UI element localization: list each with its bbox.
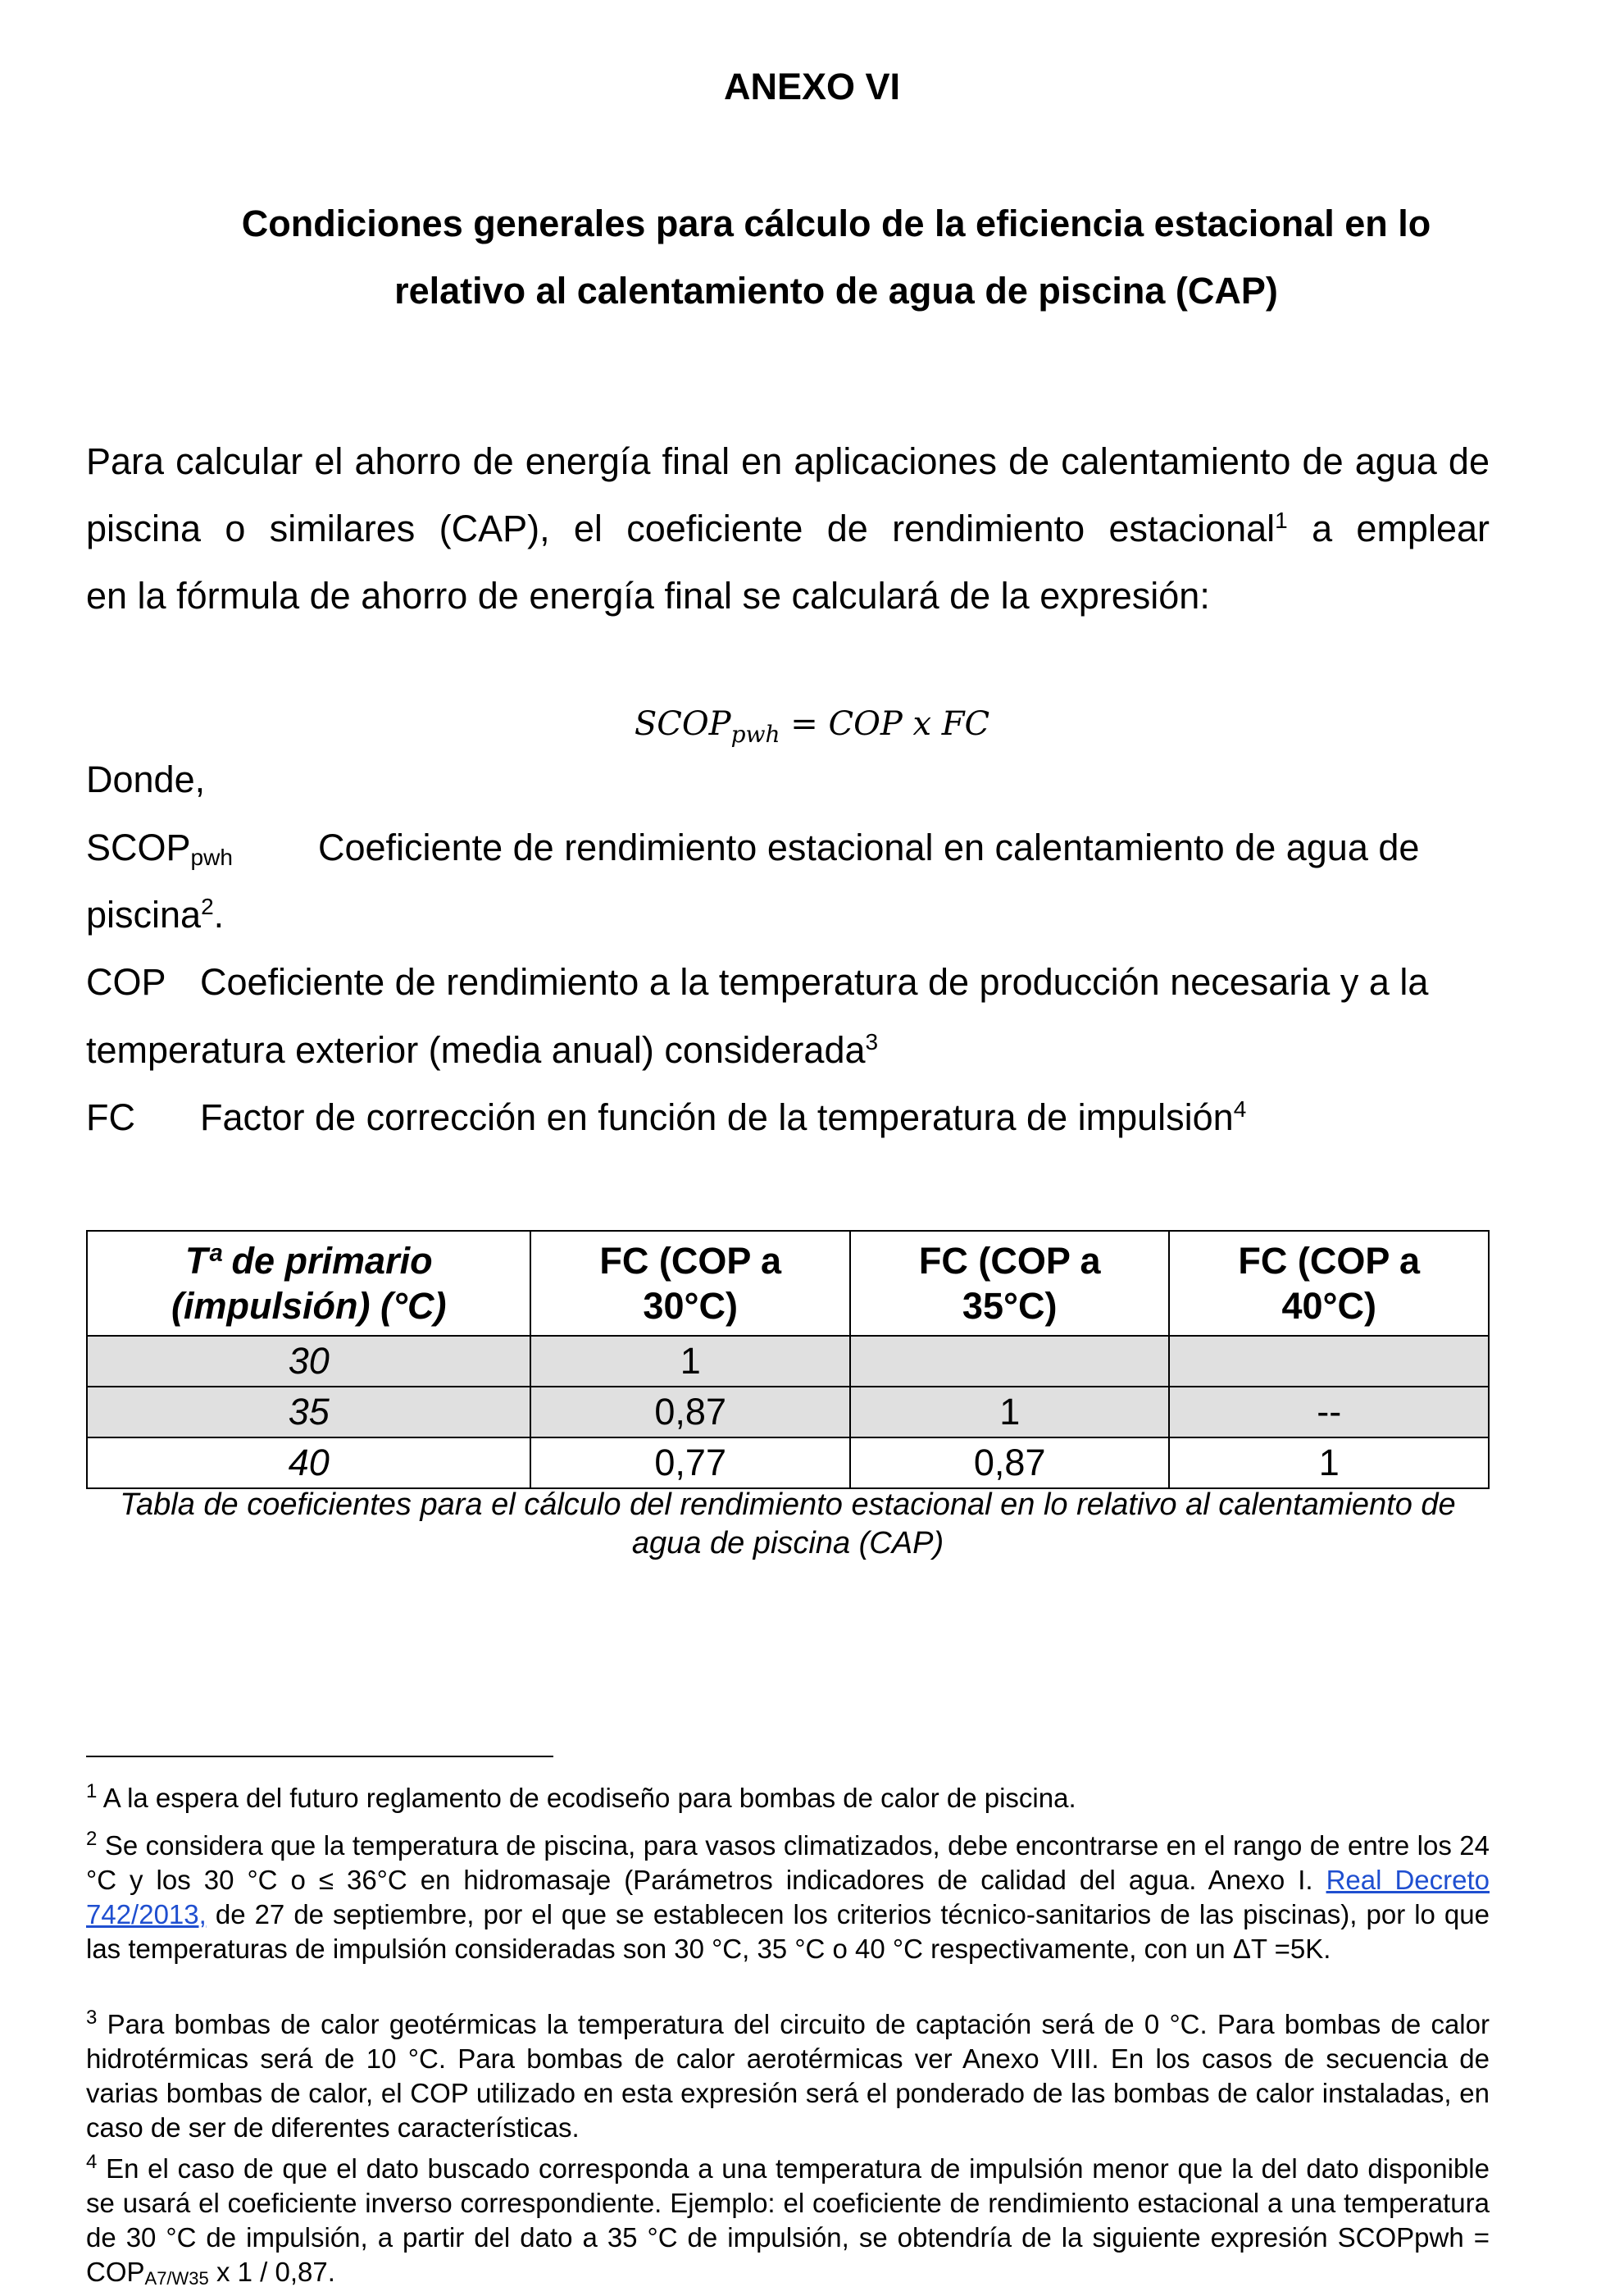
scop-desc-end: . (213, 894, 225, 936)
footnote-ref-1[interactable]: 1 (1275, 508, 1288, 533)
cop-desc-2: temperatura exterior (media anual) considerada (86, 1029, 866, 1071)
fc-desc: Factor de corrección en función de la temperatura de impulsión (200, 1096, 1234, 1138)
header-primary-temp: Tª de primario (impulsión) (°C) (87, 1231, 530, 1336)
scop-term-sub: pwh (190, 845, 233, 870)
cop-term: COP (86, 961, 166, 1003)
footnote-2-number: 2 (86, 1828, 98, 1850)
table-cell: 30 (87, 1336, 530, 1387)
title-line-1: Condiciones generales para cálculo de la eficiencia estacional en lo (241, 203, 1431, 244)
table-caption (86, 1486, 1490, 1563)
table-header-row (87, 1231, 1489, 1336)
footnote-ref-4[interactable]: 4 (1233, 1096, 1247, 1122)
footnote-ref-2[interactable]: 2 (201, 894, 214, 919)
footnote-4-text-a: En el caso de que el dato buscado corresponda a una temperatura de impulsión menor que la del dato disponible se usará el coeficiente inverso correspondiente. Ejemplo: el coeficiente de rendimiento estacional a una temperatura de 30 °C de impulsión, a partir del dato a 35 °C de impulsión, se obtendría de la siguiente expresión SCOPpwh = COP (86, 2153, 1490, 2287)
table-cell: 1 (850, 1387, 1170, 1437)
scop-description: Coeficiente de rendimiento estacional en calentamiento de agua de (318, 827, 1420, 868)
scop-description-cont (86, 882, 224, 949)
scop-term (86, 814, 233, 891)
footnote-2-text-b: de 27 de septiembre, por el que se establecen los criterios técnico-sanitarios de las piscinas), por lo que las temperaturas de impulsión consideradas son 30 °C, 35 °C o 40 °C respectivamente, con un ΔT =5K. (86, 1899, 1490, 1964)
table-row (87, 1336, 1489, 1387)
footnote-1 (86, 1781, 1490, 1815)
footnote-separator (86, 1756, 553, 1757)
real-decreto-link[interactable]: Real Decreto 742/2013, (86, 1865, 1490, 1929)
header-fc-40: FC (COP a 40°C) (1169, 1231, 1489, 1336)
caption-line-2: agua de piscina (CAP) (631, 1526, 944, 1560)
title-line-2: relativo al calentamiento de agua de piscina (CAP) (394, 270, 1278, 312)
footnote-3-text: Para bombas de calor geotérmicas la temperatura del circuito de captación será de 0 °C. Para bombas de calor hidrotérmicas será de 10 °C. Para bombas de calor aerotérmicas ver Anexo VIII. En los casos de secuencia de varias bombas de calor, el COP utilizado en esta expresión será el ponderado de las bombas de calor instaladas, en caso de ser de diferentes características. (86, 2009, 1490, 2143)
footnote-3-number: 3 (86, 2007, 98, 2029)
table-cell: -- (1169, 1387, 1489, 1437)
table-cell: 1 (1169, 1437, 1489, 1488)
footnote-1-number: 1 (86, 1780, 98, 1802)
intro-line-2b: a emplear (1287, 508, 1490, 549)
table-row (87, 1437, 1489, 1488)
footnote-3 (86, 2007, 1490, 2145)
table-cell: 35 (87, 1387, 530, 1437)
formula-rhs: = COP x FC (780, 705, 990, 743)
donde-label: Donde, (86, 758, 206, 800)
footnote-4-text-b: x 1 / 0,87. (208, 2257, 335, 2287)
footnote-1-text: A la espera del futuro reglamento de ecodiseño para bombas de calor de piscina. (97, 1783, 1076, 1813)
footnote-2 (86, 1829, 1490, 1966)
table-cell: 40 (87, 1437, 530, 1488)
scop-term-text: SCOP (86, 827, 191, 868)
table-cell: 0,87 (530, 1387, 850, 1437)
footnote-4-sub: A7/W35 (144, 2268, 209, 2289)
intro-paragraph (86, 428, 1490, 630)
footnote-ref-3[interactable]: 3 (865, 1029, 879, 1055)
intro-line-3: en la fórmula de ahorro de energía final se calculará de la expresión: (86, 575, 1210, 617)
scop-formula (0, 705, 1624, 748)
table-cell: 0,87 (850, 1437, 1170, 1488)
annex-heading: ANEXO VI (723, 66, 901, 107)
formula-lhs-sub: pwh (730, 721, 780, 748)
coefficient-table (86, 1230, 1490, 1489)
cop-description-cont (86, 1017, 878, 1084)
caption-line-1: Tabla de coeficientes para el cálculo del rendimiento estacional en lo relativo al calentamiento de (120, 1487, 1456, 1522)
footnote-2-text-a: Se considera que la temperatura de piscina, para vasos climatizados, debe encontrarse en el rango de entre los 24 °C y los 30 °C o ≤ 36°C en hidromasaje (Parámetros indicadores de calidad del agua. Anexo I. (86, 1830, 1490, 1895)
document-title (197, 190, 1476, 325)
intro-line-1: Para calcular el ahorro de energía final en aplicaciones de calentamiento de agua (86, 440, 1437, 482)
table-cell: 1 (530, 1336, 850, 1387)
scop-desc-2: piscina (86, 894, 202, 936)
table-cell (1169, 1336, 1489, 1387)
fc-term: FC (86, 1096, 135, 1138)
cop-description: Coeficiente de rendimiento a la temperatura de producción necesaria y a la (200, 961, 1429, 1003)
footnote-4 (86, 2152, 1490, 2296)
fc-description (200, 1084, 1246, 1151)
intro-line-2a: de piscina o similares (CAP), el coeficiente de rendimiento estacional (86, 440, 1490, 549)
table-row (87, 1387, 1489, 1437)
formula-lhs: SCOP (634, 705, 731, 743)
header-fc-35: FC (COP a 35°C) (850, 1231, 1170, 1336)
table-cell (850, 1336, 1170, 1387)
table-cell: 0,77 (530, 1437, 850, 1488)
footnote-4-number: 4 (86, 2151, 98, 2173)
header-fc-30: FC (COP a 30°C) (530, 1231, 850, 1336)
